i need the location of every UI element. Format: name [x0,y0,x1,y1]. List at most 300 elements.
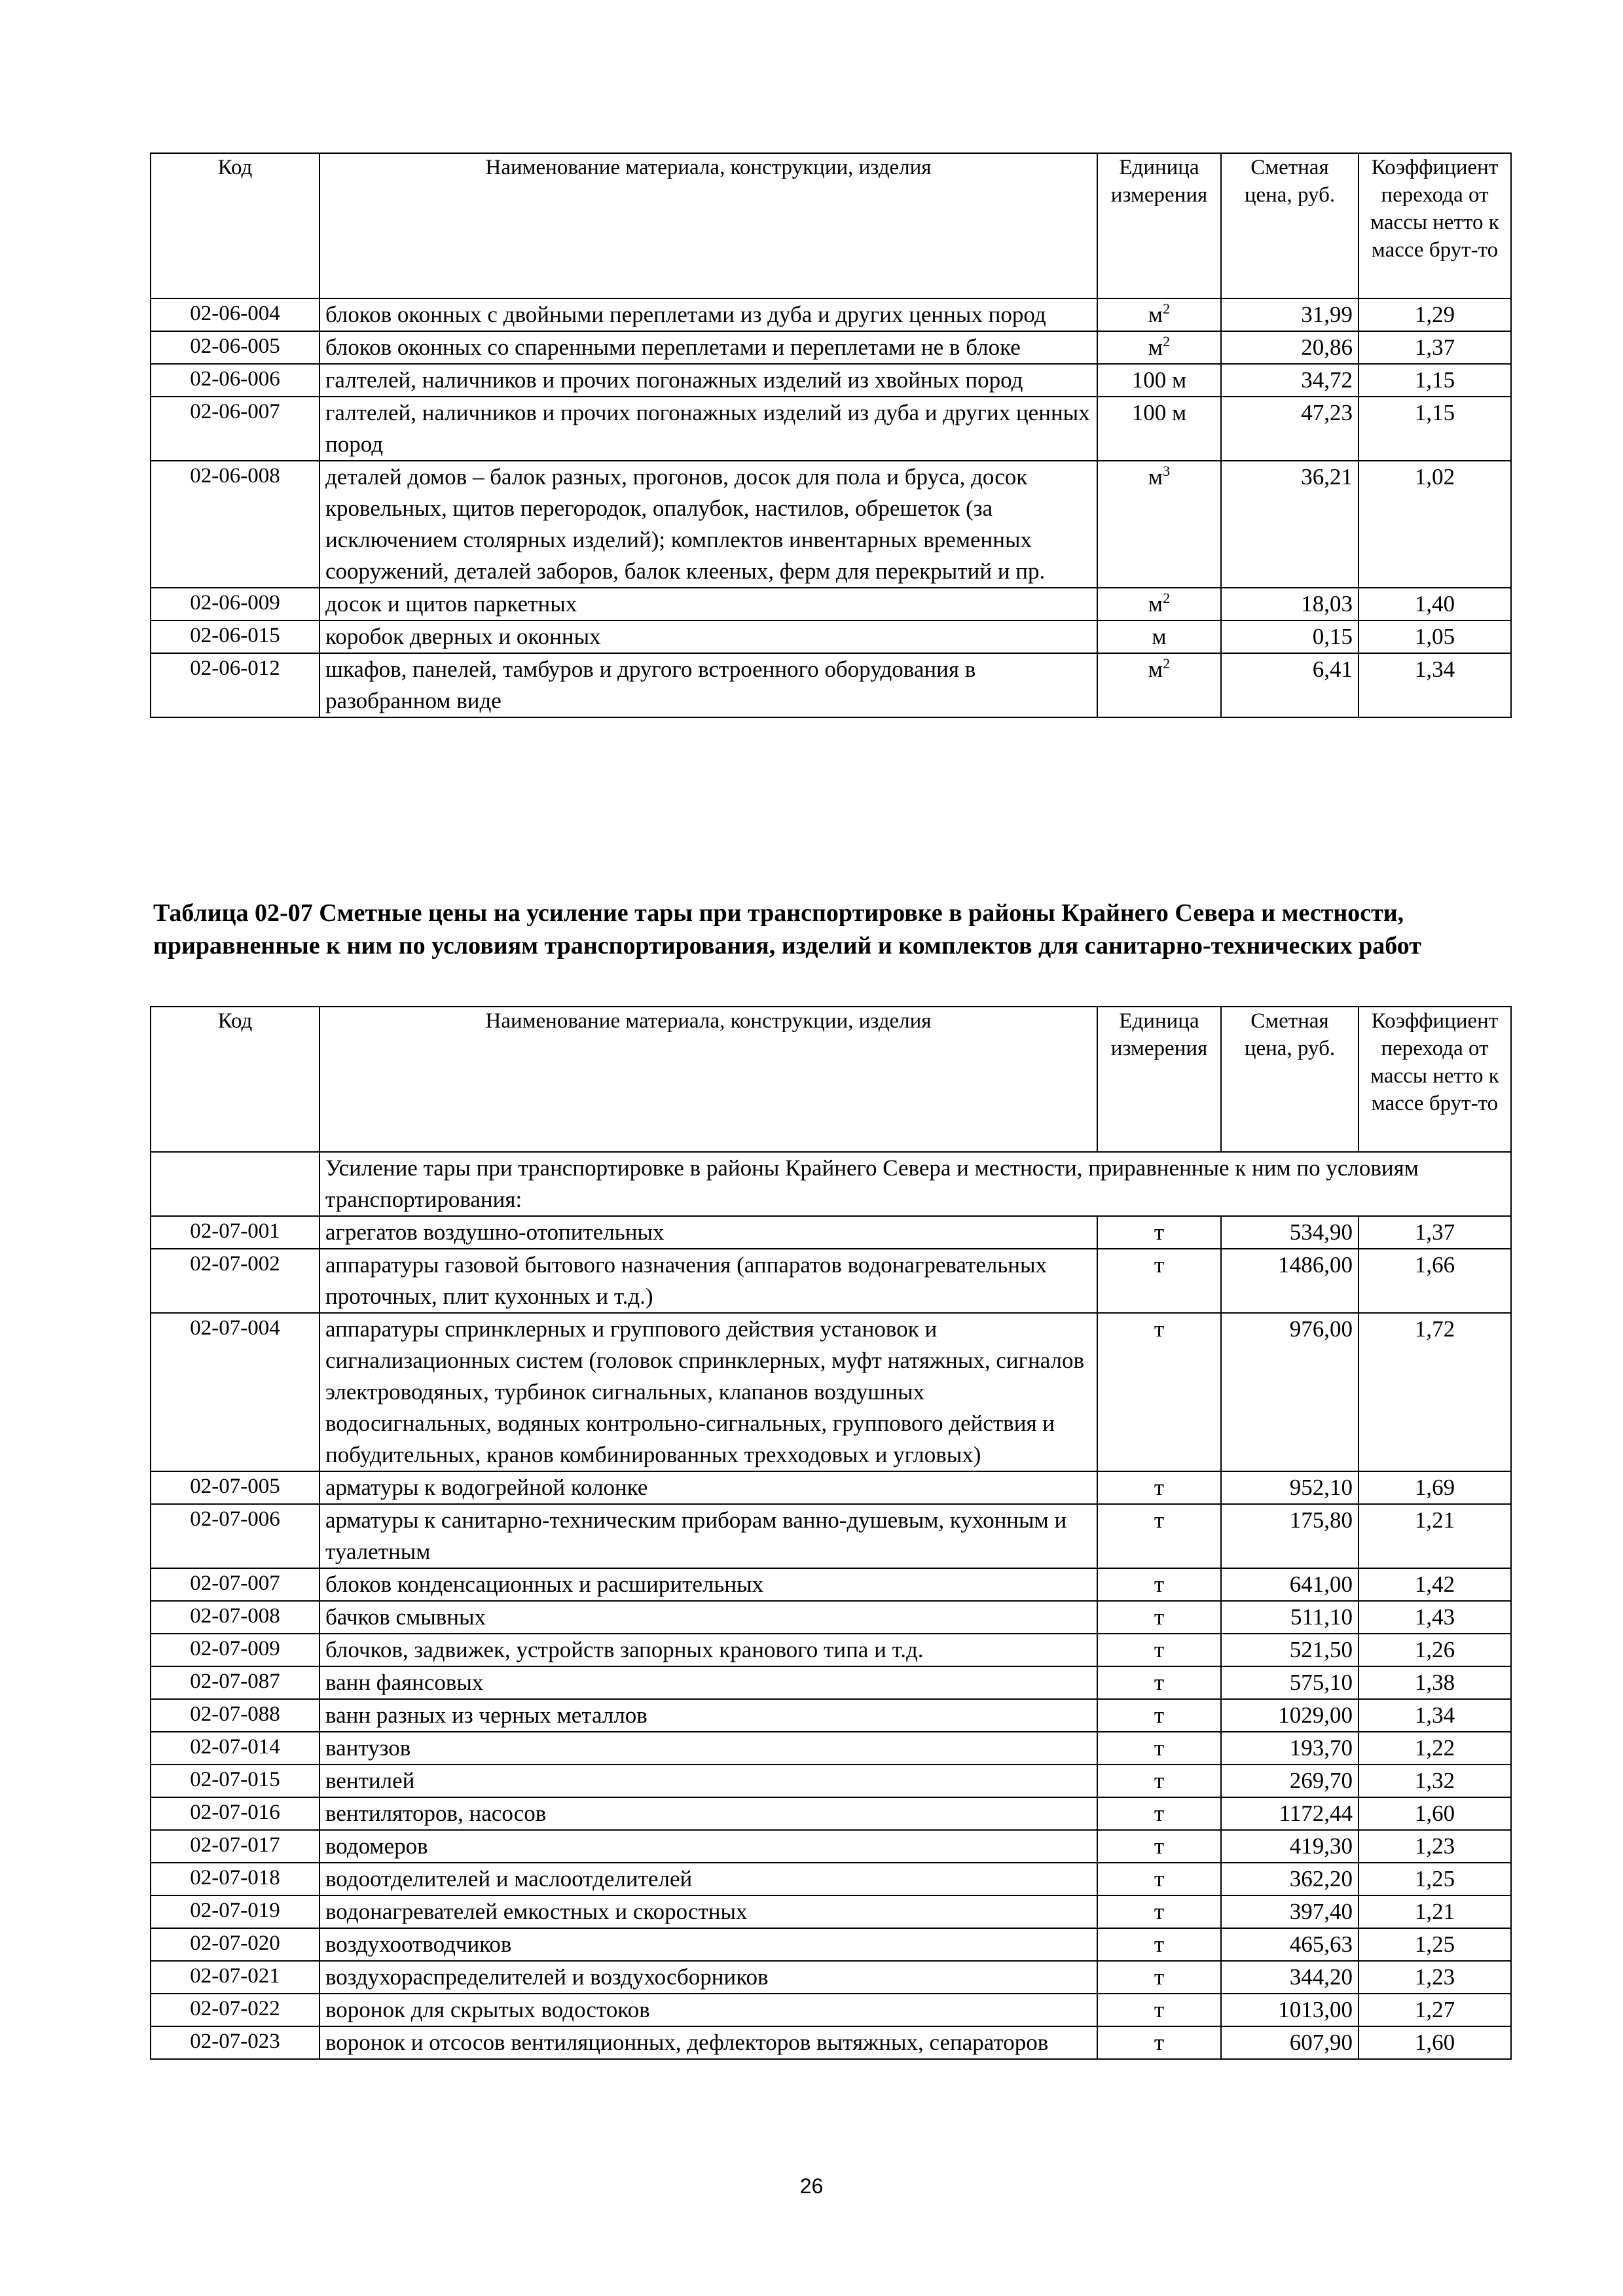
table-row [151,1863,1511,1895]
row-coef [1359,1504,1511,1568]
row-name-text: коробок дверных и оконных [325,624,601,649]
row-price [1221,1568,1359,1601]
row-code [151,1504,319,1568]
row-code-text: 02-07-023 [190,2030,280,2053]
row-unit [1097,298,1221,331]
row-price-text: 952,10 [1289,1475,1353,1500]
row-coef-text: 1,27 [1414,1997,1455,2022]
row-name [319,1732,1097,1765]
row-price-text: 362,20 [1289,1866,1353,1892]
row-unit-text: т [1154,1219,1165,1245]
header-code: Код [151,1007,319,1152]
row-code [151,2026,319,2059]
header-name: Наименование материала, конструкции, изделия [319,1007,1097,1152]
row-code [151,1601,319,1634]
unit-exponent: 2 [1163,655,1171,672]
row-coef [1359,1666,1511,1699]
row-name [319,653,1097,717]
row-code [151,1313,319,1471]
row-code [151,1863,319,1895]
row-unit-text: т [1154,1735,1165,1761]
row-coef-text: 1,37 [1414,1219,1455,1245]
section-row [151,1152,1511,1216]
row-code [151,1961,319,1994]
row-price-text: 607,90 [1289,2030,1353,2055]
row-name [319,1601,1097,1634]
row-name-text: деталей домов – балок разных, прогонов, досок для пола и бруса, досок кровельных, щитов перегородок, опалубок, настилов, обрешеток (за исключением столярных изделий); комплектов инвентарных временных сооружений, деталей заборов, балок клееных, ферм для перекрытий и пр. [325,464,1046,584]
row-unit [1097,1732,1221,1765]
row-coef-text: 1,15 [1414,400,1455,425]
row-unit-text: м [1148,302,1163,327]
row-price-text: 36,21 [1301,464,1353,490]
row-code-text: 02-07-019 [190,1899,280,1922]
row-code-text: 02-06-005 [190,334,280,358]
row-code-text: 02-07-008 [190,1604,280,1628]
row-unit [1097,1699,1221,1732]
row-code [151,1568,319,1601]
unit-exponent: 2 [1163,300,1171,317]
row-code-text: 02-06-006 [190,367,280,391]
row-name-text: воронок для скрытых водостоков [325,1997,650,2022]
row-unit-text: т [1154,1670,1165,1695]
row-price-text: 34,72 [1301,367,1353,393]
row-unit [1097,397,1221,461]
row-coef-text: 1,37 [1414,334,1455,360]
row-name-text: арматуры к санитарно-техническим приборам ванно-душевым, кухонным и туалетным [325,1507,1067,1564]
row-unit-text: т [1154,1768,1165,1793]
row-unit [1097,1928,1221,1961]
row-coef-text: 1,21 [1414,1507,1455,1533]
row-unit-text: т [1154,1931,1165,1957]
row-name [319,298,1097,331]
row-price-text: 1172,44 [1279,1801,1353,1826]
row-price-text: 269,70 [1289,1768,1353,1793]
row-unit-text: м [1152,624,1167,649]
row-unit [1097,1601,1221,1634]
row-unit-text: т [1154,1604,1165,1630]
row-coef-text: 1,29 [1414,302,1455,327]
row-code-text: 02-06-012 [190,656,280,680]
row-name [319,1895,1097,1928]
row-coef [1359,620,1511,653]
row-name [319,1797,1097,1830]
row-name [319,1830,1097,1863]
row-price-text: 47,23 [1301,400,1353,425]
row-unit-text: 100 м [1131,367,1187,393]
row-unit [1097,1216,1221,1249]
row-name [319,1765,1097,1797]
header-code: Код [151,153,319,298]
table-row [151,1928,1511,1961]
row-name [319,1928,1097,1961]
row-name [319,1568,1097,1601]
table-row [151,588,1511,620]
row-name-text: вентиляторов, насосов [325,1801,547,1826]
row-code [151,1666,319,1699]
table-row [151,1765,1511,1797]
row-code [151,653,319,717]
table-row [151,461,1511,588]
row-price-text: 419,30 [1289,1833,1353,1859]
row-price-text: 0,15 [1312,624,1353,649]
row-code-text: 02-07-002 [190,1252,280,1276]
row-code [151,364,319,397]
row-coef-text: 1,72 [1414,1316,1455,1342]
header-coef: Коэффициент перехода от массы нетто к массе брут-то [1359,1007,1511,1152]
row-unit [1097,1471,1221,1504]
row-price [1221,1601,1359,1634]
row-coef [1359,1994,1511,2026]
table-row [151,1634,1511,1666]
row-price [1221,653,1359,717]
row-code-text: 02-06-004 [190,302,280,325]
row-unit-text: т [1154,1964,1165,1990]
unit-exponent: 2 [1163,333,1171,350]
table-row [151,1797,1511,1830]
row-price [1221,1961,1359,1994]
row-code [151,1797,319,1830]
row-name-text: шкафов, панелей, тамбуров и другого встроенного оборудования в разобранном виде [325,656,976,713]
row-unit-text: т [1154,1997,1165,2022]
row-name [319,364,1097,397]
row-unit-text: т [1154,1866,1165,1892]
row-price [1221,588,1359,620]
row-unit-text: т [1154,1507,1165,1533]
row-code [151,1699,319,1732]
table-row [151,1568,1511,1601]
row-code [151,1249,319,1313]
row-coef-text: 1,40 [1414,591,1455,617]
row-coef-text: 1,22 [1414,1735,1455,1761]
row-price [1221,1471,1359,1504]
row-coef [1359,653,1511,717]
row-name [319,588,1097,620]
row-unit [1097,1994,1221,2026]
row-price-text: 534,90 [1289,1219,1353,1245]
row-coef-text: 1,23 [1414,1964,1455,1990]
row-unit-text: т [1154,1252,1165,1278]
row-coef [1359,364,1511,397]
row-name [319,1504,1097,1568]
row-coef [1359,1568,1511,1601]
row-unit [1097,1249,1221,1313]
row-name [319,1863,1097,1895]
row-code-text: 02-06-008 [190,464,280,488]
row-unit-text: м [1148,464,1163,490]
table-row [151,1601,1511,1634]
row-unit [1097,1313,1221,1471]
unit-exponent: 2 [1163,590,1171,606]
row-code-text: 02-07-016 [190,1801,280,1824]
row-coef [1359,1699,1511,1732]
row-unit-text: т [1154,1833,1165,1859]
row-coef-text: 1,23 [1414,1833,1455,1859]
row-name [319,461,1097,588]
row-price-text: 641,00 [1289,1571,1353,1597]
row-name [319,1249,1097,1313]
row-coef [1359,1471,1511,1504]
row-code [151,620,319,653]
row-price-text: 397,40 [1289,1899,1353,1924]
header-price: Сметная цена, руб. [1221,1007,1359,1152]
row-name-text: водомеров [325,1833,428,1859]
row-coef [1359,1797,1511,1830]
row-unit [1097,1765,1221,1797]
row-coef-text: 1,02 [1414,464,1455,490]
row-unit-text: т [1154,1899,1165,1924]
row-unit-text: т [1154,1475,1165,1500]
row-code-text: 02-07-017 [190,1833,280,1857]
table-row [151,1313,1511,1471]
row-name-text: аппаратуры спринклерных и группового действия установок и сигнализационных систем (головок спринклерных, муфт натяжных, сигналов электроводяных, турбинок сигнальных, клапанов воздушных водосигнальных, водяных контрольно-сигнальных, группового действия и побудительных, кранов комбинированных трехходовых и угловых) [325,1316,1085,1467]
header-name: Наименование материала, конструкции, изделия [319,153,1097,298]
row-price-text: 465,63 [1289,1931,1353,1957]
header-coef: Коэффициент перехода от массы нетто к массе брут-то [1359,153,1511,298]
header-price: Сметная цена, руб. [1221,153,1359,298]
table-row [151,620,1511,653]
row-name [319,331,1097,364]
row-name-text: воздухораспределителей и воздухосборников [325,1964,769,1990]
row-unit [1097,1666,1221,1699]
row-unit-text: м [1148,591,1163,617]
table-row [151,1666,1511,1699]
row-price-text: 1486,00 [1278,1252,1353,1278]
row-price [1221,1895,1359,1928]
row-code-text: 02-07-021 [190,1964,280,1988]
row-code [151,1994,319,2026]
row-code [151,1216,319,1249]
row-price [1221,364,1359,397]
row-name-text: агрегатов воздушно-отопительных [325,1219,665,1245]
row-unit-text: т [1154,1571,1165,1597]
row-coef-text: 1,38 [1414,1670,1455,1695]
row-unit-text: т [1154,1702,1165,1728]
row-code [151,397,319,461]
row-price [1221,1830,1359,1863]
table-row [151,331,1511,364]
row-coef [1359,1249,1511,1313]
table-row [151,653,1511,717]
row-code-text: 02-07-006 [190,1507,280,1531]
row-name [319,1699,1097,1732]
row-name [319,1961,1097,1994]
table-row [151,298,1511,331]
row-code [151,1830,319,1863]
row-code [151,1895,319,1928]
row-name-text: ванн фаянсовых [325,1670,484,1695]
row-unit [1097,364,1221,397]
row-unit [1097,1634,1221,1666]
row-coef [1359,1895,1511,1928]
row-code [151,1634,319,1666]
row-coef [1359,397,1511,461]
row-unit [1097,588,1221,620]
table-row [151,1249,1511,1313]
table-row [151,1216,1511,1249]
row-coef-text: 1,05 [1414,624,1455,649]
row-code [151,1471,319,1504]
row-coef [1359,1765,1511,1797]
table-row [151,1699,1511,1732]
row-coef-text: 1,66 [1414,1252,1455,1278]
row-name-text: галтелей, наличников и прочих погонажных изделий из дуба и других ценных пород [325,400,1090,457]
row-name [319,1313,1097,1471]
row-code [151,331,319,364]
row-unit-text: м [1148,334,1163,360]
row-price-text: 175,80 [1289,1507,1353,1533]
row-price [1221,1863,1359,1895]
row-coef-text: 1,32 [1414,1768,1455,1793]
header-unit: Единица измерения [1097,153,1221,298]
row-code [151,1732,319,1765]
row-name-text: блочков, задвижек, устройств запорных кранового типа и т.д. [325,1637,924,1662]
row-code-text: 02-06-015 [190,624,280,647]
table-row [151,1994,1511,2026]
row-coef [1359,1634,1511,1666]
row-price [1221,1994,1359,2026]
row-price-text: 1029,00 [1278,1702,1353,1728]
row-code [151,1928,319,1961]
table-02-07-caption: Таблица 02-07 Сметные цены на усиление тары при транспортировке в районы Крайнего Севера и местности, приравненные к ним по условиям транспортирования, изделий и комплектов для санитарно-технических работ [153,899,1421,960]
row-price [1221,1313,1359,1471]
row-code-text: 02-07-001 [190,1219,280,1243]
table-row [151,1471,1511,1504]
row-coef [1359,588,1511,620]
page-number: 26 [799,2174,824,2198]
row-unit [1097,1504,1221,1568]
row-name-text: блоков конденсационных и расширительных [325,1571,764,1597]
packaging-table-02-07 [150,1006,1512,2060]
section-title: Усиление тары при транспортировке в районы Крайнего Севера и местности, приравненные к ним по условиям транспортирования: [319,1152,1511,1216]
row-coef [1359,1863,1511,1895]
row-name [319,1216,1097,1249]
row-name [319,620,1097,653]
row-code [151,461,319,588]
row-unit [1097,1830,1221,1863]
row-price [1221,331,1359,364]
row-price [1221,1797,1359,1830]
row-price [1221,1249,1359,1313]
row-coef [1359,1732,1511,1765]
row-code-text: 02-07-005 [190,1475,280,1498]
row-name-text: аппаратуры газовой бытового назначения (аппаратов водонагревательных проточных, плит кухонных и т.д.) [325,1252,1048,1309]
table-row [151,364,1511,397]
row-price [1221,1666,1359,1699]
row-price [1221,1699,1359,1732]
table-row [151,1830,1511,1863]
row-name-text: воздухоотводчиков [325,1931,512,1957]
row-name [319,2026,1097,2059]
row-unit [1097,620,1221,653]
row-unit [1097,1863,1221,1895]
row-code-text: 02-06-007 [190,400,280,423]
row-coef [1359,461,1511,588]
row-code-text: 02-07-020 [190,1931,280,1955]
row-price [1221,1634,1359,1666]
row-name-text: водоотделителей и маслоотделителей [325,1866,693,1892]
row-coef [1359,1961,1511,1994]
row-coef-text: 1,69 [1414,1475,1455,1500]
row-unit [1097,1568,1221,1601]
row-name [319,1666,1097,1699]
row-name [319,1471,1097,1504]
row-name-text: воронок и отсосов вентиляционных, дефлекторов вытяжных, сепараторов [325,2030,1049,2055]
row-code-text: 02-07-014 [190,1735,280,1759]
table-row [151,2026,1511,2059]
row-code-text: 02-07-018 [190,1866,280,1890]
row-price [1221,2026,1359,2059]
row-name-text: галтелей, наличников и прочих погонажных изделий из хвойных пород [325,367,1023,393]
row-price-text: 6,41 [1312,656,1353,682]
row-name-text: вантузов [325,1735,411,1761]
row-coef [1359,331,1511,364]
header-unit: Единица измерения [1097,1007,1221,1152]
row-unit [1097,1961,1221,1994]
row-coef-text: 1,25 [1414,1866,1455,1892]
row-coef [1359,1830,1511,1863]
row-price [1221,1216,1359,1249]
row-coef-text: 1,15 [1414,367,1455,393]
row-name-text: блоков оконных со спаренными переплетами и переплетами не в блоке [325,334,1021,360]
row-coef-text: 1,25 [1414,1931,1455,1957]
table-row [151,1732,1511,1765]
row-price [1221,461,1359,588]
materials-table-02-06 [150,152,1512,718]
row-price-text: 18,03 [1301,591,1353,617]
row-price-text: 20,86 [1301,334,1353,360]
row-price [1221,1928,1359,1961]
row-coef [1359,298,1511,331]
row-unit-text: 100 м [1131,400,1187,425]
table-row [151,1895,1511,1928]
row-code [151,298,319,331]
row-unit [1097,1797,1221,1830]
row-name-text: арматуры к водогрейной колонке [325,1475,648,1500]
row-name [319,1634,1097,1666]
row-unit-text: м [1148,656,1163,682]
row-code-text: 02-07-088 [190,1702,280,1726]
row-coef [1359,1928,1511,1961]
row-code-text: 02-07-087 [190,1670,280,1693]
row-name-text: досок и щитов паркетных [325,591,577,617]
row-name-text: блоков оконных с двойными переплетами из дуба и других ценных пород [325,302,1046,327]
row-price [1221,1504,1359,1568]
row-unit [1097,2026,1221,2059]
row-price-text: 511,10 [1290,1604,1353,1630]
row-price-text: 976,00 [1289,1316,1353,1342]
row-code [151,588,319,620]
row-code-text: 02-06-009 [190,591,280,615]
row-price-text: 193,70 [1289,1735,1353,1761]
row-name-text: вентилей [325,1768,415,1793]
row-unit [1097,1895,1221,1928]
row-coef-text: 1,43 [1414,1604,1455,1630]
row-coef [1359,1313,1511,1471]
row-name-text: ванн разных из черных металлов [325,1702,647,1728]
row-name [319,397,1097,461]
table-row [151,1504,1511,1568]
row-coef-text: 1,34 [1414,656,1455,682]
row-price [1221,298,1359,331]
row-unit-text: т [1154,2030,1165,2055]
row-price [1221,620,1359,653]
row-coef-text: 1,21 [1414,1899,1455,1924]
row-code-text: 02-07-004 [190,1316,280,1340]
row-price [1221,397,1359,461]
row-code-text: 02-07-022 [190,1997,280,2020]
row-name-text: водонагревателей емкостных и скоростных [325,1899,748,1924]
row-unit-text: т [1154,1801,1165,1826]
